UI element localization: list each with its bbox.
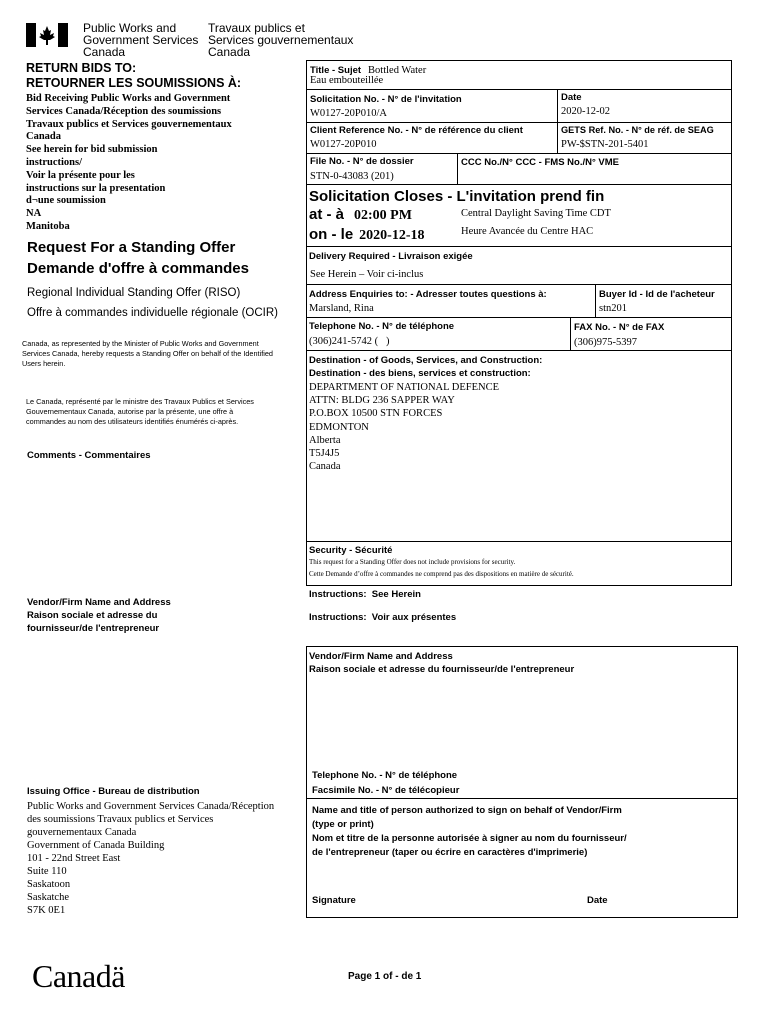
delivery-required-value: See Herein – Voir ci-inclus bbox=[310, 269, 424, 280]
return-line: See herein for bid submission bbox=[26, 144, 158, 156]
solicitation-number-value: W0127-20P010/A bbox=[310, 108, 387, 119]
destination-address bbox=[309, 381, 499, 473]
signature-date-label: Date bbox=[587, 895, 608, 906]
dept-fr-line: Services gouvernementaux bbox=[208, 33, 354, 47]
canada-flag-logo bbox=[26, 23, 68, 47]
request-paragraph-en: Canada, as represented by the Minister of Public Works and Government Services Canada, hereby requests a Standing Offer on behalf of the Identified Users herein. bbox=[22, 339, 273, 368]
vendor-name-address-field[interactable] bbox=[309, 678, 733, 766]
return-address-block bbox=[26, 93, 286, 229]
return-bids-heading-fr: RETOURNER LES SOUMISSIONS À: bbox=[26, 76, 242, 90]
buyer-id-value: stn201 bbox=[599, 303, 628, 314]
destination-line: P.O.BOX 10500 STN FORCES bbox=[309, 408, 443, 420]
dept-en-line: Public Works and bbox=[83, 21, 177, 35]
page-number: Page 1 of - de 1 bbox=[348, 971, 422, 982]
delivery-required-label: Delivery Required - Livraison exigée bbox=[309, 251, 473, 262]
authorized-person-label: Name and title of person authorized to sign on behalf of Vendor/Firm bbox=[312, 805, 622, 816]
issuing-line: des soumissions Travaux publics et Services bbox=[27, 814, 214, 825]
return-line: Manitoba bbox=[26, 220, 70, 229]
issuing-line: Saskatche bbox=[27, 892, 69, 903]
destination-line: Canada bbox=[309, 461, 341, 473]
issuing-line: gouvernementaux Canada bbox=[27, 827, 137, 838]
fax-value: (306)975-5397 bbox=[574, 337, 637, 348]
comments-label: Comments - Commentaires bbox=[27, 450, 151, 461]
title-value: Bottled Water bbox=[368, 65, 427, 76]
authorized-person-field[interactable] bbox=[312, 862, 732, 890]
security-text-fr: Cette Demande d’offre à commandes ne comprend pas des dispositions en matière de sécurité. bbox=[309, 570, 574, 578]
ocir-label: Offre à commandes individuelle régionale (OCIR) bbox=[27, 307, 278, 319]
date-value: 2020-12-02 bbox=[561, 106, 610, 117]
destination-line: DEPARTMENT OF NATIONAL DEFENCE bbox=[309, 382, 500, 393]
destination-label-en: Destination - of Goods, Services, and Construction: bbox=[309, 355, 543, 366]
vendor-fax-label: Facsimile No. - N° de télécopieur bbox=[312, 785, 460, 796]
vendor-label-fr: fournisseur/de l'entrepreneur bbox=[27, 623, 160, 634]
instructions-fr: Instructions: Voir aux présentes bbox=[309, 612, 457, 623]
fax-label: FAX No. - N° de FAX bbox=[574, 322, 665, 333]
return-line: Services Canada/Réception des soumissions bbox=[26, 105, 222, 117]
gets-reference-value: PW-$STN-201-5401 bbox=[561, 139, 649, 150]
file-number-label: File No. - N° de dossier bbox=[310, 156, 414, 167]
issuing-office-address bbox=[27, 800, 274, 917]
gets-reference-label: GETS Ref. No. - N° de réf. de SEAG bbox=[561, 125, 714, 135]
date-label: Date bbox=[561, 92, 582, 103]
authorized-person-label: (type or print) bbox=[312, 819, 374, 830]
title-value-fr: Eau embouteillée bbox=[310, 75, 384, 86]
issuing-line: 101 - 22nd Street East bbox=[27, 853, 121, 864]
instructions-en: Instructions: See Herein bbox=[309, 589, 421, 600]
security-label: Security - Sécurité bbox=[309, 545, 393, 556]
return-line: Voir la présente pour les bbox=[26, 169, 135, 181]
issuing-line: S7K 0E1 bbox=[27, 905, 66, 916]
return-line: Bid Receiving Public Works and Government bbox=[26, 93, 231, 104]
telephone-value: (306)241-5742 ( ) bbox=[309, 336, 390, 347]
destination-line: ATTN: BLDG 236 SAPPER WAY bbox=[309, 395, 455, 407]
security-text-en: This request for a Standing Offer does not include provisions for security. bbox=[309, 558, 516, 566]
title-label: Title - Sujet bbox=[310, 65, 362, 76]
closing-time-value: 02:00 PM bbox=[354, 208, 412, 223]
maple-leaf-icon bbox=[26, 23, 68, 47]
riso-label: Regional Individual Standing Offer (RISO) bbox=[27, 287, 241, 299]
destination-label-fr: Destination - des biens, services et construction: bbox=[309, 368, 531, 379]
telephone-label: Telephone No. - N° de téléphone bbox=[309, 321, 455, 332]
issuing-office-label: Issuing Office - Bureau de distribution bbox=[27, 786, 200, 797]
return-line: Canada bbox=[26, 131, 62, 143]
dept-fr-line: Canada bbox=[208, 45, 251, 59]
destination-line: Alberta bbox=[309, 434, 341, 446]
vendor-telephone-label: Telephone No. - N° de téléphone bbox=[312, 770, 458, 781]
at-label: at - à bbox=[309, 206, 345, 223]
authorized-person-label: de l'entrepreneur (taper ou écrire en caractères d'imprimerie) bbox=[312, 847, 588, 858]
return-bids-heading-en: RETURN BIDS TO: bbox=[26, 61, 137, 75]
vendor-box-label-en: Vendor/Firm Name and Address bbox=[309, 651, 453, 662]
document-title-en: Request For a Standing Offer bbox=[27, 239, 236, 256]
solicitation-number-label: Solicitation No. - N° de l'invitation bbox=[310, 94, 462, 105]
client-reference-value: W0127-20P010 bbox=[310, 139, 377, 150]
timezone-fr: Heure Avancée du Centre HAC bbox=[461, 226, 594, 237]
address-enquiries-value: Marsland, Rina bbox=[309, 303, 374, 314]
return-line: NA bbox=[26, 208, 42, 220]
vendor-label-fr: Raison sociale et adresse du bbox=[27, 610, 158, 621]
return-line: Travaux publics et Services gouvernementaux bbox=[26, 118, 232, 130]
ccc-fms-label: CCC No./N° CCC - FMS No./N° VME bbox=[461, 157, 620, 168]
dept-en-line: Government Services bbox=[83, 33, 199, 47]
closing-date-value: 2020-12-18 bbox=[359, 228, 425, 243]
dept-en-line: Canada bbox=[83, 45, 126, 59]
issuing-line: Saskatoon bbox=[27, 879, 71, 890]
return-line: instructions/ bbox=[26, 156, 83, 168]
request-paragraph-fr: Le Canada, représenté par le ministre des Travaux Publics et Services Gouvernementaux Canada, autorise par la présente, une offre à commandes au nom des utilisateurs identifiés énumérés ci-après. bbox=[26, 397, 254, 426]
on-label: on - le bbox=[309, 226, 354, 243]
destination-line: T5J4J5 bbox=[309, 448, 340, 460]
document-title-fr: Demande d'offre à commandes bbox=[27, 260, 249, 277]
file-number-value: STN-0-43083 (201) bbox=[310, 171, 394, 182]
address-enquiries-label: Address Enquiries to: - Adresser toutes questions à: bbox=[309, 289, 547, 300]
client-reference-label: Client Reference No. - N° de référence du client bbox=[310, 125, 523, 136]
vendor-box-label-fr: Raison sociale et adresse du fournisseur/de l'entrepreneur bbox=[309, 664, 575, 675]
issuing-line: Public Works and Government Services Canada/Réception bbox=[27, 801, 275, 812]
issuing-line: Suite 110 bbox=[27, 866, 67, 877]
timezone-en: Central Daylight Saving Time CDT bbox=[461, 208, 611, 219]
buyer-id-label: Buyer Id - Id de l'acheteur bbox=[599, 289, 715, 300]
canada-wordmark-logo: Canadä bbox=[32, 958, 125, 994]
authorized-person-label: Nom et titre de la personne autorisée à signer au nom du fournisseur/ bbox=[312, 833, 627, 844]
solicitation-closes-label: Solicitation Closes - L'invitation prend fin bbox=[309, 188, 605, 205]
return-line: instructions sur la presentation bbox=[26, 182, 166, 194]
dept-fr-line: Travaux publics et bbox=[208, 21, 305, 35]
destination-line: EDMONTON bbox=[309, 421, 369, 433]
vendor-label-en: Vendor/Firm Name and Address bbox=[27, 597, 171, 608]
issuing-line: Government of Canada Building bbox=[27, 840, 165, 851]
signature-label: Signature bbox=[312, 895, 356, 906]
return-line: d¬une soumission bbox=[26, 195, 106, 207]
